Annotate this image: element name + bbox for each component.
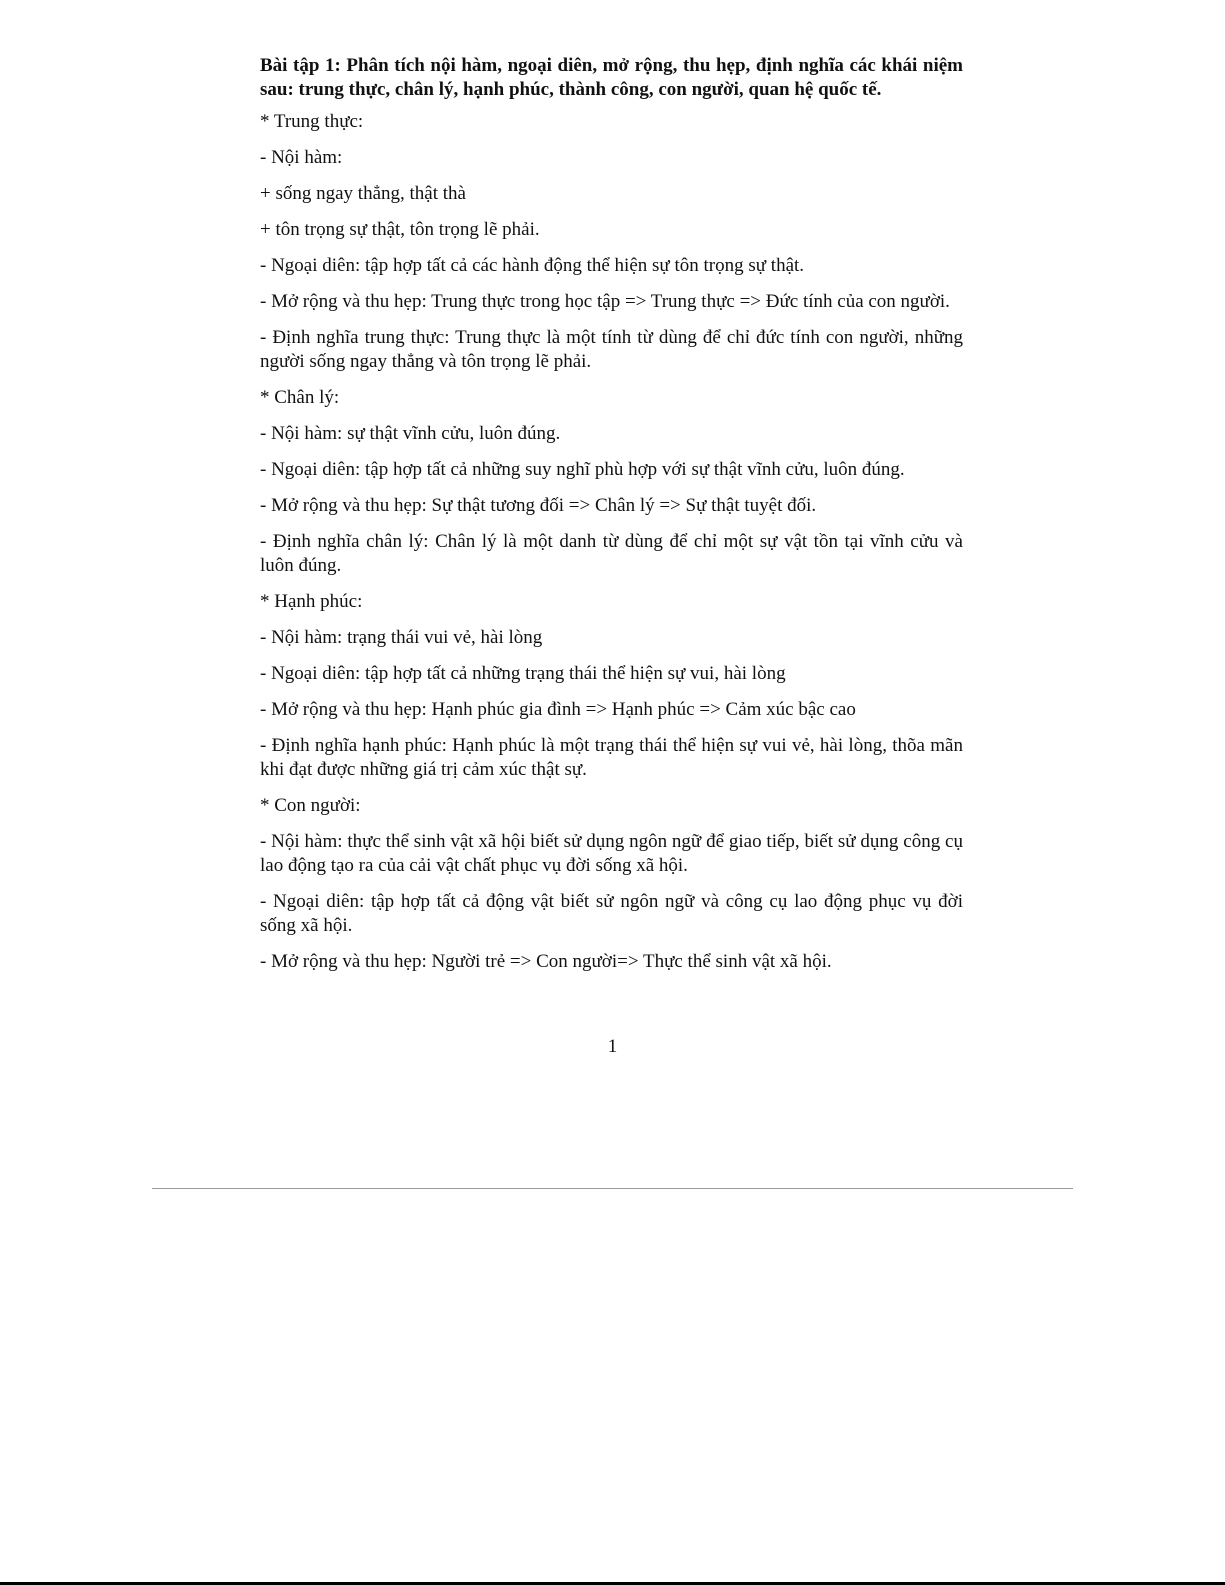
section-heading-trung-thuc: * Trung thực:	[260, 111, 364, 132]
paragraph: - Mở rộng và thu hẹp: Hạnh phúc gia đình => Hạnh phúc => Cảm xúc bậc cao	[260, 699, 856, 720]
paragraph: - Nội hàm: sự thật vĩnh cửu, luôn đúng.	[260, 423, 561, 444]
paragraph: - Định nghĩa trung thực: Trung thực là một tính từ dùng để chỉ đức tính con người, những người sống ngay thẳng và tôn trọng lẽ phải.	[260, 327, 963, 372]
paragraph: - Ngoại diên: tập hợp tất cả những suy nghĩ phù hợp với sự thật vĩnh cửu, luôn đúng.	[260, 459, 905, 480]
paragraph: - Mở rộng và thu hẹp: Trung thực trong học tập => Trung thực => Đức tính của con người.	[260, 291, 950, 312]
page-divider	[152, 1188, 1073, 1189]
document-page	[260, 54, 963, 986]
paragraph: - Mở rộng và thu hẹp: Sự thật tương đối => Chân lý => Sự thật tuyệt đối.	[260, 495, 817, 516]
section-heading-hanh-phuc: * Hạnh phúc:	[260, 591, 363, 612]
paragraph: - Định nghĩa hạnh phúc: Hạnh phúc là một trạng thái thể hiện sự vui vẻ, hài lòng, thõa mãn khi đạt được những giá trị cảm xúc thật sự.	[260, 735, 963, 780]
section-heading-chan-ly: * Chân lý:	[260, 387, 340, 408]
paragraph: - Nội hàm: trạng thái vui vẻ, hài lòng	[260, 627, 543, 648]
page-number: 1	[607, 1036, 618, 1057]
paragraph: - Mở rộng và thu hẹp: Người trẻ => Con người=> Thực thể sinh vật xã hội.	[260, 951, 832, 972]
paragraph: - Nội hàm: thực thể sinh vật xã hội biết sử dụng ngôn ngữ để giao tiếp, biết sử dụng công cụ lao động tạo ra của cải vật chất phục vụ đời sống xã hội.	[260, 831, 963, 876]
paragraph: - Định nghĩa chân lý: Chân lý là một danh từ dùng để chỉ một sự vật tồn tại vĩnh cửu và luôn đúng.	[260, 531, 963, 576]
paragraph: + sống ngay thẳng, thật thà	[260, 183, 466, 204]
paragraph: - Ngoại diên: tập hợp tất cả những trạng thái thể hiện sự vui, hài lòng	[260, 663, 786, 684]
paragraph: - Nội hàm:	[260, 147, 343, 168]
paragraph: + tôn trọng sự thật, tôn trọng lẽ phải.	[260, 219, 540, 240]
paragraph: - Ngoại diên: tập hợp tất cả các hành động thể hiện sự tôn trọng sự thật.	[260, 255, 805, 276]
exercise-title: Bài tập 1: Phân tích nội hàm, ngoại diên, mở rộng, thu hẹp, định nghĩa các khái niệm sau: trung thực, chân lý, hạnh phúc, thành công, con người, quan hệ quốc tế.	[260, 55, 963, 100]
paragraph: - Ngoại diên: tập hợp tất cả động vật biết sử ngôn ngữ và công cụ lao động phục vụ đời sống xã hội.	[260, 891, 963, 936]
section-heading-con-nguoi: * Con người:	[260, 795, 361, 816]
